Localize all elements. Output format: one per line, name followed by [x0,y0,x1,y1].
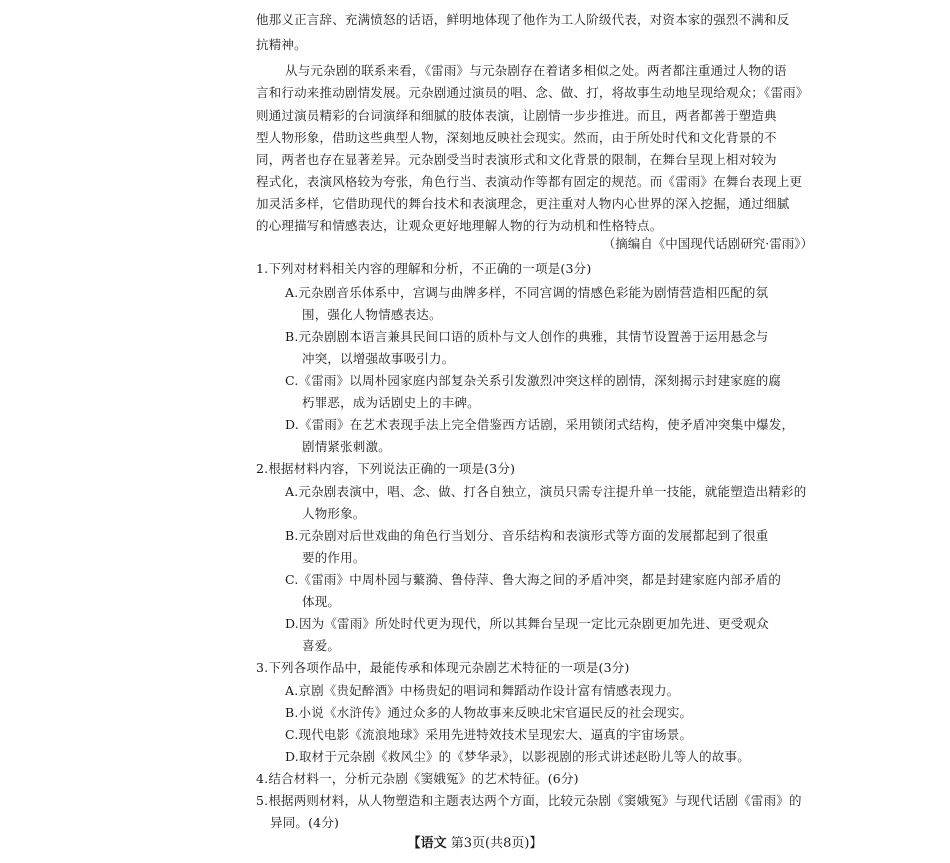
q1-option-a: A.元杂剧音乐体系中，宫调与曲牌多样，不同宫调的情感色彩能为剧情营造相匹配的氛 [285,285,769,300]
question-5-stem-cont: 异同。(4分) [270,815,340,830]
q1-option-d-cont: 剧情紧张刺激。 [302,439,391,454]
q1-option-c: C.《雷雨》以周朴园家庭内部复杂关系引发激烈冲突这样的剧情，深刻揭示封建家庭的腐 [285,373,782,388]
passage-line: 他那义正言辞、充满愤怒的话语，鲜明地体现了他作为工人阶级代表，对资本家的强烈不满和反 [256,12,790,27]
passage-line: 则通过演员精彩的台词演绎和细腻的肢体表演，让剧情一步步推进。而且，两者都善于塑造典 [256,108,777,123]
question-3-stem: 3.下列各项作品中，最能传承和体现元杂剧艺术特征的一项是(3分) [256,660,630,675]
q1-option-c-cont: 朽罪恶，成为话剧史上的丰碑。 [302,395,480,410]
q1-option-b-cont: 冲突，以增强故事吸引力。 [302,351,455,366]
passage-line: 同，两者也存在显著差异。元杂剧受当时表演形式和文化背景的限制，在舞台呈现上相对较为 [256,152,777,167]
source-citation: （摘编自《中国现代话剧研究·雷雨》） [602,236,813,251]
q2-option-c-cont: 体现。 [302,594,341,609]
footer-page-number: 第3页(共8页)】 [450,836,543,851]
q2-option-d-cont: 喜爱。 [302,638,341,653]
q3-option-a: A.京剧《贵妃醉酒》中杨贵妃的唱词和舞蹈动作设计富有情感表现力。 [285,683,680,698]
q1-option-a-cont: 围，强化人物情感表达。 [302,307,442,322]
q3-option-d: D.取材于元杂剧《救风尘》的《梦华录》，以影视剧的形式讲述赵盼儿等人的故事。 [285,749,750,764]
q2-option-a-cont: 人物形象。 [302,506,366,521]
question-1-stem: 1.下列对材料相关内容的理解和分析，不正确的一项是(3分) [256,261,592,276]
q1-option-d: D.《雷雨》在艺术表现手法上完全借鉴西方话剧，采用锁闭式结构，使矛盾冲突集中爆发， [285,417,795,432]
page-footer [0,832,950,851]
footer-subject: 【语文 [407,836,447,851]
q3-option-b: B.小说《水浒传》通过众多的人物故事来反映北宋官逼民反的社会现实。 [285,705,693,720]
q1-option-b: B.元杂剧剧本语言兼具民间口语的质朴与文人创作的典雅，其情节设置善于运用悬念与 [285,329,769,344]
passage-line: 程式化，表演风格较为夸张，角色行当、表演动作等都有固定的规范。而《雷雨》在舞台表现上更 [256,174,803,189]
passage-line: 从与元杂剧的联系来看，《雷雨》与元杂剧存在着诸多相似之处。两者都注重通过人物的语 [285,63,787,78]
question-2-stem: 2.根据材料内容，下列说法正确的一项是(3分) [256,461,516,476]
q2-option-a: A.元杂剧表演中，唱、念、做、打各自独立，演员只需专注提升单一技能，就能塑造出精彩的 [285,484,807,499]
passage-line: 言和行动来推动剧情发展。元杂剧通过演员的唱、念、做、打，将故事生动地呈现给观众；《雷雨》 [256,85,809,100]
question-5-stem: 5.根据两则材料，从人物塑造和主题表达两个方面，比较元杂剧《窦娥冤》与现代话剧《雷雨》的 [256,793,802,808]
q3-option-c: C.现代电影《流浪地球》采用先进特效技术呈现宏大、逼真的宇宙场景。 [285,727,693,742]
passage-line: 抗精神。 [256,37,307,52]
passage-line: 加灵活多样，它借助现代的舞台技术和表演理念，更注重对人物内心世界的深入挖掘，通过细腻 [256,196,790,211]
q2-option-d: D.因为《雷雨》所处时代更为现代，所以其舞台呈现一定比元杂剧更加先进、更受观众 [285,616,769,631]
passage-line: 型人物形象，借助这些典型人物，深刻地反映社会现实。然而，由于所处时代和文化背景的不 [256,130,777,145]
q2-option-b: B.元杂剧对后世戏曲的角色行当划分、音乐结构和表演形式等方面的发展都起到了很重 [285,528,769,543]
q2-option-b-cont: 要的作用。 [302,550,366,565]
passage-line: 的心理描写和情感表达，让观众更好地理解人物的行为动机和性格特点。 [256,218,663,233]
question-4-stem: 4.结合材料一，分析元杂剧《窦娥冤》的艺术特征。(6分) [256,771,579,786]
q2-option-c: C.《雷雨》中周朴园与蘩漪、鲁侍萍、鲁大海之间的矛盾冲突，都是封建家庭内部矛盾的 [285,572,782,587]
